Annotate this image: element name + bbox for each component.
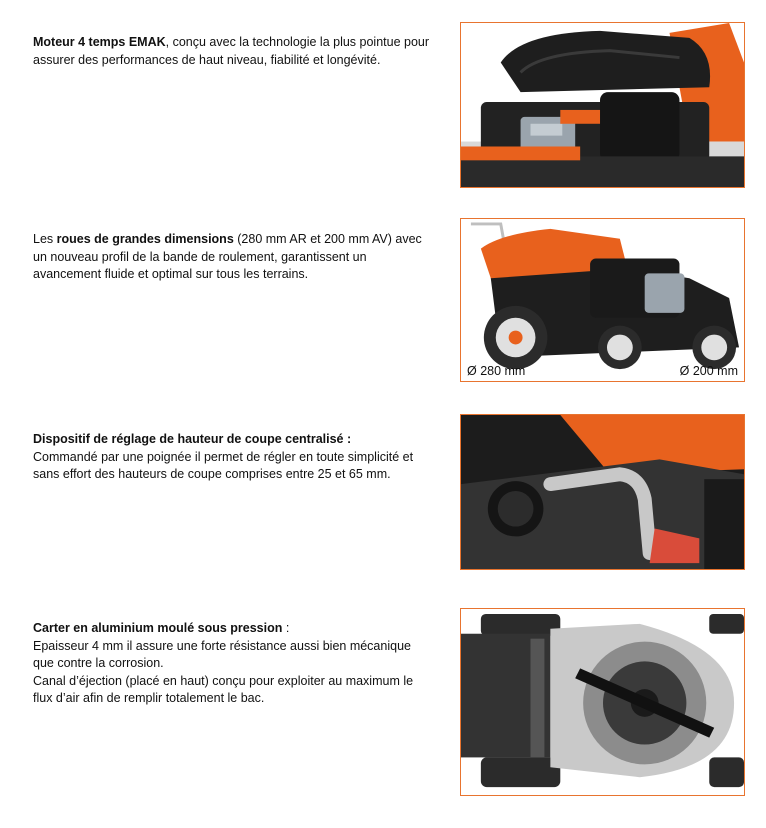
feature-engine-title: Moteur 4 temps EMAK: [33, 35, 166, 49]
feature-wheels-title: roues de grandes dimensions: [56, 232, 234, 246]
rear-wheel-diameter-label: Ø 280 mm: [467, 364, 526, 378]
deck-photo: [460, 608, 745, 796]
feature-engine-text: [33, 34, 433, 69]
feature-deck-title-suffix: :: [282, 621, 290, 635]
feature-wheels-description: (280 mm AR et 200 mm AV) avec un nouveau profil de la bande de roulement, garantissent un avancement fluide et optimal sur tous les terrains.: [33, 232, 422, 281]
front-wheel-diameter-label: Ø 200 mm: [679, 364, 738, 378]
feature-height-title: Dispositif de réglage de hauteur de coupe centralisé :: [33, 432, 352, 446]
feature-height-description: Commandé par une poignée il permet de régler en toute simplicité et sans effort des hauteurs de coupe comprises entre 25 et 65 mm.: [33, 449, 414, 481]
engine-photo: [460, 22, 745, 188]
feature-deck-title: Carter en aluminium moulé sous pression: [33, 621, 283, 635]
height-adjustment-photo: [460, 414, 745, 570]
feature-height-text: [33, 431, 433, 484]
feature-deck-text: [33, 620, 433, 708]
wheels-photo: [460, 218, 745, 382]
feature-wheels-text: [33, 231, 433, 284]
feature-wheels-prefix: Les: [33, 232, 57, 246]
feature-deck-description: Epaisseur 4 mm il assure une forte résistance aussi bien mécanique que contre la corrosion.: [33, 638, 411, 670]
feature-deck-ejection: Canal d’éjection (placé en haut) conçu pour exploiter au maximum le flux d’air afin de remplir totalement le bac.: [33, 673, 414, 705]
feature-engine-description: , conçu avec la technologie la plus pointue pour assurer des performances de haut niveau, fiabilité et longévité.: [33, 35, 430, 67]
